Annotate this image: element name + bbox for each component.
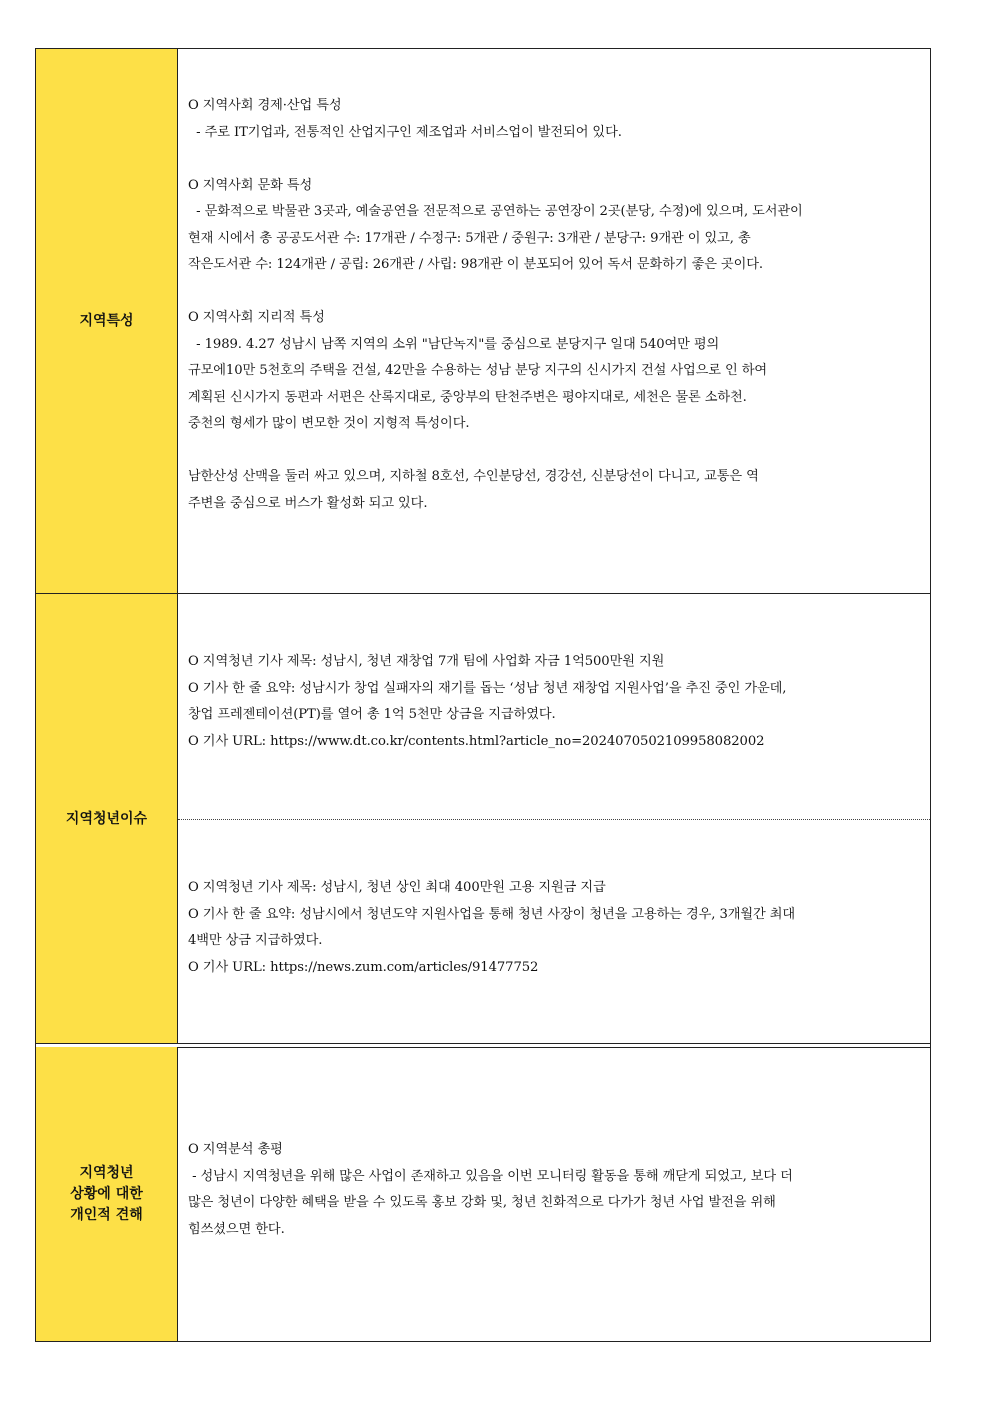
row-content [178,49,930,593]
row-label [36,1047,178,1341]
text-line: - 주로 IT기업과, 전통적인 산업지구인 제조업과 서비스업이 발전되어 있다. [188,124,622,140]
text-line: - 문화적으로 박물관 3곳과, 예술공연을 전문적으로 공연하는 공연장이 2곳(분당, 수정)에 있으며, 도서관이 [188,204,803,219]
text-line: 작은도서관 수: 124개관 / 공립: 26개관 / 사립: 98개관 이 분포되어 있어 독서 문화하기 좋은 곳이다. [188,257,763,272]
row-label [36,594,178,1044]
row-youth-issues [36,594,930,1044]
article-summary-cont: 4백만 상금 지급하였다. [188,933,323,948]
row-personal-opinion [36,1047,930,1341]
article-divider [178,819,930,820]
spacer [188,279,920,306]
article-url: O 기사 URL: https://news.zum.com/articles/91477752 [188,959,539,975]
text-line: 현재 시에서 총 공공도서관 수: 17개관 / 수정구: 5개관 / 중원구: 3개관 / 분당구: 9개관 이 있고, 총 [188,230,751,246]
article-block [178,875,930,981]
article-summary: O 기사 한 줄 요약: 성남시에서 청년도약 지원사업을 통해 청년 사장이 청년을 고용하는 경우, 3개월간 최대 [188,906,796,922]
text-line: 주변을 중심으로 버스가 활성화 되고 있다. [188,495,428,511]
spacer [188,146,920,173]
text-line: O 지역사회 지리적 특성 [188,310,325,325]
label-line: 지역청년 [79,1164,134,1181]
article-title: O 지역청년 기사 제목: 성남시, 청년 재창업 7개 팀에 사업화 자금 1억500만원 지원 [188,654,665,669]
article-url: O 기사 URL: https://www.dt.co.kr/contents.html?article_no=2024070502109958082002 [188,733,765,749]
text-line: - 1989. 4.27 성남시 남쪽 지역의 소위 "남단녹지"를 중심으로 분당지구 일대 540여만 평의 [188,336,720,352]
label-text: 지역특성 [79,312,134,329]
row-content [178,1047,930,1341]
report-table [35,48,931,1342]
spacer [188,438,920,465]
label-text: 지역청년이슈 [65,810,148,827]
label-line: 상황에 대한 [70,1185,143,1202]
text-line: 계획된 신시가지 동편과 서편은 산록지대로, 중앙부의 탄천주변은 평야지대로, 세천은 물론 소하천. [188,389,747,405]
text-line: 남한산성 산맥을 둘러 싸고 있으며, 지하철 8호선, 수인분당선, 경강선, 신분당선이 다니고, 교통은 역 [188,469,759,484]
text-line: 많은 청년이 다양한 혜택을 받을 수 있도록 홍보 강화 및, 청년 친화적으로 다가가 청년 사업 발전을 위해 [188,1195,776,1210]
text-line: 중천의 형세가 많이 변모한 것이 지형적 특성이다. [188,416,470,431]
text-line: 규모에10만 5천호의 주택을 건설, 42만을 수용하는 성남 분당 지구의 신시가지 건설 사업으로 인 하여 [188,363,768,378]
label-line: 개인적 견해 [70,1206,143,1223]
text-line: O 지역분석 총평 [188,1142,283,1157]
article-title: O 지역청년 기사 제목: 성남시, 청년 상인 최대 400만원 고용 지원금 지급 [188,880,606,895]
text-line: O 지역사회 경제·산업 특성 [188,98,342,113]
label-text-block [70,1163,143,1226]
row-label [36,49,178,593]
text-line: - 성남시 지역청년을 위해 많은 사업이 존재하고 있음을 이번 모니터링 활동을 통해 깨닫게 되었고, 보다 더 [188,1168,793,1184]
row-regional-characteristics [36,49,930,594]
text-line: O 지역사회 문화 특성 [188,177,313,193]
article-summary: O 기사 한 줄 요약: 성남시가 창업 실패자의 재기를 돕는 ‘성남 청년 재창업 지원사업’을 추진 중인 가운데, [188,680,787,696]
article-block [178,649,930,755]
text-line: 힘쓰셨으면 한다. [188,1221,285,1237]
row-content [178,594,930,1044]
article-summary-cont: 창업 프레젠테이션(PT)를 열어 총 1억 5천만 상금을 지급하였다. [188,707,556,722]
